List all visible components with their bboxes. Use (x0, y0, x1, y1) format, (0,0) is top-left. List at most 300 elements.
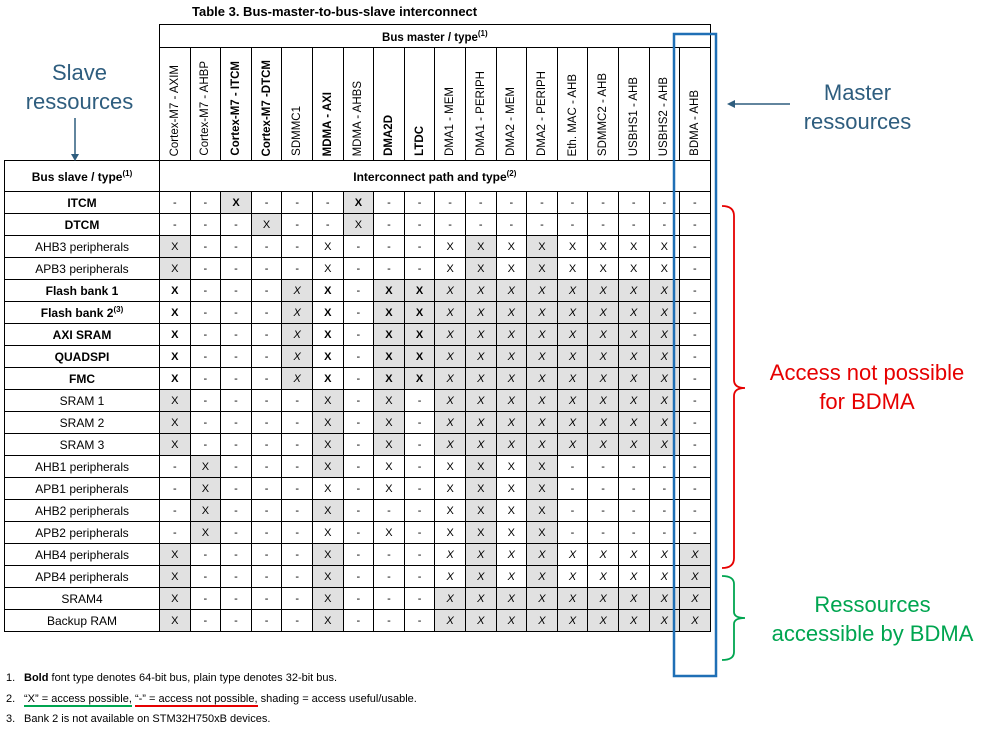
access-cell: - (404, 192, 435, 214)
table-row (5, 478, 711, 500)
access-cell: - (251, 280, 282, 302)
master-name: DMA2 - MEM (505, 87, 518, 156)
access-cell: - (190, 390, 221, 412)
access-cell: - (374, 258, 405, 280)
slave-name: APB2 peripherals (35, 525, 129, 540)
master-name: DMA2D (382, 115, 395, 156)
access-cell: X (312, 280, 343, 302)
access-cell: X (160, 610, 191, 632)
note-1-bold: Bold (24, 672, 49, 684)
access-cell: X (496, 412, 527, 434)
access-cell: - (312, 214, 343, 236)
access-cell: - (251, 346, 282, 368)
paths-sup: (2) (506, 168, 517, 178)
master-name: Cortex-M7 - ITCM (229, 61, 242, 156)
access-cell: X (557, 412, 588, 434)
table-row (5, 236, 711, 258)
access-cell: X (496, 478, 527, 500)
access-cell: X (435, 500, 466, 522)
access-cell: X (527, 566, 558, 588)
access-cell: X (374, 368, 405, 390)
access-cell: - (404, 456, 435, 478)
no-access-line2: for BDMA (819, 389, 915, 414)
master-name: DMA1 - MEM (444, 87, 457, 156)
slave-name: AHB4 peripherals (34, 547, 130, 562)
master-col-header (618, 48, 649, 161)
note-3-text: Bank 2 is not available on STM32H750xB devices. (24, 713, 271, 725)
access-cell: - (190, 280, 221, 302)
access-cell: X (527, 346, 558, 368)
access-cell: X (649, 434, 680, 456)
access-cell: X (404, 368, 435, 390)
access-cell: - (190, 236, 221, 258)
access-cell: - (680, 522, 711, 544)
table-row (5, 258, 711, 280)
master-col-header (588, 48, 619, 161)
access-cell: - (557, 214, 588, 236)
slave-name-cell (5, 346, 160, 368)
access-cell: - (680, 346, 711, 368)
access-cell: - (404, 412, 435, 434)
access-cell: - (343, 302, 374, 324)
access-cell: X (374, 434, 405, 456)
access-cell: - (251, 434, 282, 456)
access-cell: X (680, 544, 711, 566)
bus-master-sup: (1) (477, 28, 488, 38)
access-cell: - (680, 368, 711, 390)
access-cell: - (251, 324, 282, 346)
master-name: SDMMC2 - AHB (597, 72, 610, 156)
slave-name: Flash bank 2 (40, 306, 114, 320)
access-cell: X (160, 258, 191, 280)
access-cell: - (282, 456, 313, 478)
access-cell: X (465, 522, 496, 544)
access-cell: - (190, 588, 221, 610)
access-cell: - (557, 478, 588, 500)
slave-annotation-line2: ressources (25, 89, 134, 114)
access-cell: - (160, 500, 191, 522)
access-cell: - (343, 368, 374, 390)
access-cell: - (221, 500, 252, 522)
master-name: Cortex-M7 - AHBP (199, 61, 212, 156)
access-cell: X (649, 588, 680, 610)
access-cell: X (465, 478, 496, 500)
access-cell: X (618, 588, 649, 610)
access-cell: - (343, 566, 374, 588)
access-cell: X (343, 192, 374, 214)
access-cell: X (465, 302, 496, 324)
access-cell: X (435, 280, 466, 302)
access-cell: X (496, 280, 527, 302)
access-cell: - (251, 522, 282, 544)
access-cell: X (649, 544, 680, 566)
access-cell: - (282, 544, 313, 566)
slave-resources-annotation (12, 58, 147, 116)
access-cell: - (251, 258, 282, 280)
slave-name: APB3 peripherals (35, 261, 129, 276)
slave-name: SRAM 3 (59, 437, 105, 452)
note-1-number: 1. (6, 672, 16, 684)
slave-name: DTCM (64, 217, 100, 232)
table-row (5, 214, 711, 236)
access-cell: X (527, 280, 558, 302)
access-cell: X (649, 390, 680, 412)
master-annotation-line1: Master (823, 80, 892, 105)
access-cell: X (496, 346, 527, 368)
access-cell: X (588, 324, 619, 346)
access-cell: - (649, 214, 680, 236)
access-cell: X (588, 566, 619, 588)
table-row (5, 500, 711, 522)
master-col-header (312, 48, 343, 161)
note-1 (6, 672, 337, 684)
access-cell: - (588, 522, 619, 544)
access-cell: X (588, 236, 619, 258)
access-cell: - (649, 192, 680, 214)
access-cell: X (618, 346, 649, 368)
table-row (5, 412, 711, 434)
slave-name-cell (5, 478, 160, 500)
access-cell: X (312, 566, 343, 588)
access-cell: - (251, 544, 282, 566)
access-cell: X (282, 368, 313, 390)
master-col-header (557, 48, 588, 161)
access-cell: - (404, 390, 435, 412)
access-cell: X (435, 236, 466, 258)
access-cell: - (343, 236, 374, 258)
access-cell: - (282, 214, 313, 236)
access-cell: - (251, 236, 282, 258)
access-cell: - (190, 258, 221, 280)
slave-name: Flash bank 1 (45, 283, 119, 298)
access-cell: X (160, 566, 191, 588)
paths-label: Interconnect path and type (353, 169, 507, 184)
access-cell: X (435, 302, 466, 324)
access-cell: X (496, 368, 527, 390)
access-cell: - (404, 610, 435, 632)
access-cell: X (618, 412, 649, 434)
access-cell: - (618, 214, 649, 236)
access-cell: X (312, 500, 343, 522)
access-cell: X (496, 500, 527, 522)
access-cell: X (527, 610, 558, 632)
access-cell: - (680, 280, 711, 302)
access-cell: - (312, 192, 343, 214)
slave-name-cell (5, 324, 160, 346)
access-cell: - (251, 478, 282, 500)
master-col-header (465, 48, 496, 161)
access-cell: X (649, 346, 680, 368)
note-2-number: 2. (6, 693, 16, 705)
access-cell: X (618, 434, 649, 456)
access-not-possible-annotation (752, 358, 982, 416)
access-cell: X (312, 390, 343, 412)
access-cell: - (680, 214, 711, 236)
table-row (5, 192, 711, 214)
access-cell: X (527, 544, 558, 566)
master-name: USBHS2 - AHB (658, 76, 671, 156)
access-cell: X (618, 610, 649, 632)
access-cell: - (221, 346, 252, 368)
access-cell: X (618, 368, 649, 390)
access-cell: X (649, 566, 680, 588)
table-row (5, 588, 711, 610)
bus-slave-sup: (1) (122, 168, 133, 178)
access-cell: X (374, 324, 405, 346)
slave-name-cell (5, 302, 160, 324)
access-cell: - (680, 412, 711, 434)
access-cell: - (557, 522, 588, 544)
access-cell: X (649, 280, 680, 302)
access-cell: X (404, 346, 435, 368)
access-cell: - (221, 214, 252, 236)
access-cell: - (496, 214, 527, 236)
access-cell: - (190, 434, 221, 456)
access-cell: - (557, 500, 588, 522)
access-cell: - (374, 566, 405, 588)
access-cell: X (465, 412, 496, 434)
access-cell: - (374, 236, 405, 258)
slave-name: APB1 peripherals (35, 481, 129, 496)
access-cell: - (221, 412, 252, 434)
access-cell: - (465, 192, 496, 214)
access-cell: - (680, 500, 711, 522)
access-cell: X (527, 500, 558, 522)
access-cell: X (496, 588, 527, 610)
bus-master-header (160, 25, 711, 48)
access-cell: - (251, 566, 282, 588)
slave-name-cell (5, 566, 160, 588)
access-cell: X (160, 434, 191, 456)
access-cell: - (190, 368, 221, 390)
access-cell: - (404, 500, 435, 522)
slave-name: APB4 peripherals (35, 569, 129, 584)
access-cell: - (374, 192, 405, 214)
slave-name: AXI SRAM (52, 327, 112, 342)
master-col-header (435, 48, 466, 161)
access-cell: - (190, 302, 221, 324)
access-cell: - (404, 478, 435, 500)
access-cell: - (221, 302, 252, 324)
access-cell: - (221, 566, 252, 588)
access-cell: X (190, 478, 221, 500)
access-cell: - (190, 610, 221, 632)
access-cell: - (404, 522, 435, 544)
access-cell: - (343, 478, 374, 500)
access-cell: - (588, 500, 619, 522)
access-cell: X (160, 324, 191, 346)
access-cell: - (343, 456, 374, 478)
access-cell: - (374, 610, 405, 632)
access-cell: - (343, 258, 374, 280)
access-cell: - (374, 500, 405, 522)
table-row (5, 544, 711, 566)
access-cell: - (221, 456, 252, 478)
access-cell: X (618, 302, 649, 324)
access-cell: X (588, 412, 619, 434)
access-cell: X (649, 324, 680, 346)
access-cell: X (496, 302, 527, 324)
access-cell: X (588, 588, 619, 610)
access-cell: - (160, 478, 191, 500)
bus-slave-header (5, 161, 160, 192)
access-cell: X (435, 456, 466, 478)
access-cell: - (221, 324, 252, 346)
access-cell: X (527, 390, 558, 412)
access-cell: X (374, 522, 405, 544)
access-cell: X (618, 280, 649, 302)
access-cell: - (251, 456, 282, 478)
access-cell: - (343, 412, 374, 434)
access-cell: - (649, 500, 680, 522)
access-cell: - (251, 302, 282, 324)
master-annotation-line2: ressources (803, 109, 912, 134)
access-cell: X (527, 412, 558, 434)
access-cell: X (588, 610, 619, 632)
master-name: SDMMC1 (291, 106, 304, 156)
table-row (5, 456, 711, 478)
slave-name: AHB1 peripherals (34, 459, 130, 474)
access-cell: X (527, 236, 558, 258)
note-2-access-not-possible: “-” = access not possible, (134, 693, 258, 705)
table-body (5, 192, 711, 632)
access-cell: X (618, 258, 649, 280)
access-cell: - (190, 544, 221, 566)
slave-name-cell (5, 280, 160, 302)
access-cell: X (527, 478, 558, 500)
access-cell: X (465, 544, 496, 566)
master-name: MDMA - AHBS (352, 80, 365, 156)
access-cell: X (343, 214, 374, 236)
access-cell: - (190, 566, 221, 588)
access-cell: X (527, 588, 558, 610)
access-cell: X (618, 236, 649, 258)
master-name: Cortex-M7 -DTCM (260, 59, 273, 156)
access-cell: - (618, 500, 649, 522)
access-cell: X (374, 280, 405, 302)
access-cell: X (435, 434, 466, 456)
access-cell: X (527, 258, 558, 280)
access-cell: - (251, 500, 282, 522)
access-cell: - (680, 302, 711, 324)
access-cell: - (282, 192, 313, 214)
access-cell: - (251, 368, 282, 390)
access-cell: - (649, 456, 680, 478)
access-cell: X (649, 258, 680, 280)
master-name: DMA2 - PERIPH (535, 71, 548, 156)
access-cell: - (190, 214, 221, 236)
access-cell: X (527, 368, 558, 390)
access-cell: X (374, 390, 405, 412)
master-name: USBHS1 - AHB (627, 76, 640, 156)
access-cell: X (282, 280, 313, 302)
access-cell: - (190, 192, 221, 214)
access-cell: - (221, 368, 252, 390)
access-cell: X (465, 456, 496, 478)
access-cell: X (649, 368, 680, 390)
master-col-header (404, 48, 435, 161)
access-cell: - (282, 610, 313, 632)
access-cell: - (160, 456, 191, 478)
access-cell: X (435, 390, 466, 412)
slave-name-cell (5, 214, 160, 236)
access-cell: - (221, 258, 252, 280)
access-cell: X (588, 258, 619, 280)
access-cell: - (282, 236, 313, 258)
table-row (5, 566, 711, 588)
access-cell: - (190, 412, 221, 434)
access-cell: - (404, 434, 435, 456)
no-access-line1: Access not possible (769, 360, 965, 385)
note-1-text: font type denotes 64-bit bus, plain type denotes 32-bit bus. (48, 672, 338, 684)
access-cell: - (680, 258, 711, 280)
red-bracket (722, 206, 745, 568)
access-cell: - (190, 346, 221, 368)
access-cell: X (588, 390, 619, 412)
access-cell: - (618, 456, 649, 478)
access-cell: - (221, 544, 252, 566)
access-cell: X (404, 324, 435, 346)
access-cell: X (496, 236, 527, 258)
master-col-header (496, 48, 527, 161)
note-2-access-possible: “X” = access possible, (24, 693, 132, 705)
slave-header-row (5, 161, 711, 192)
master-name: Eth. MAC - AHB (566, 73, 579, 156)
access-cell: - (465, 214, 496, 236)
access-cell: X (190, 522, 221, 544)
access-cell: - (221, 610, 252, 632)
access-cell: X (160, 588, 191, 610)
access-cell: - (588, 456, 619, 478)
access-cell: X (618, 544, 649, 566)
master-col-header (343, 48, 374, 161)
master-col-header (374, 48, 405, 161)
access-cell: - (343, 588, 374, 610)
access-cell: X (374, 412, 405, 434)
access-cell: X (557, 610, 588, 632)
access-cell: - (282, 258, 313, 280)
access-cell: - (221, 236, 252, 258)
access-cell: X (282, 324, 313, 346)
access-cell: - (343, 324, 374, 346)
access-cell: X (465, 368, 496, 390)
slave-name-cell (5, 544, 160, 566)
table-row (5, 522, 711, 544)
access-cell: X (221, 192, 252, 214)
access-cell: X (496, 258, 527, 280)
access-cell: X (465, 588, 496, 610)
access-cell: X (435, 412, 466, 434)
access-cell: X (312, 302, 343, 324)
access-cell: X (160, 544, 191, 566)
access-cell: - (221, 434, 252, 456)
note-3-number: 3. (6, 713, 16, 725)
slave-name-cell (5, 390, 160, 412)
access-cell: X (465, 390, 496, 412)
access-cell: - (680, 456, 711, 478)
access-cell: X (680, 588, 711, 610)
access-cell: - (557, 192, 588, 214)
access-cell: X (557, 302, 588, 324)
access-cell: X (435, 258, 466, 280)
master-col-header (649, 48, 680, 161)
access-cell: - (404, 236, 435, 258)
access-cell: - (374, 544, 405, 566)
access-cell: - (374, 214, 405, 236)
access-cell: X (435, 588, 466, 610)
table-row (5, 302, 711, 324)
access-cell: - (404, 214, 435, 236)
